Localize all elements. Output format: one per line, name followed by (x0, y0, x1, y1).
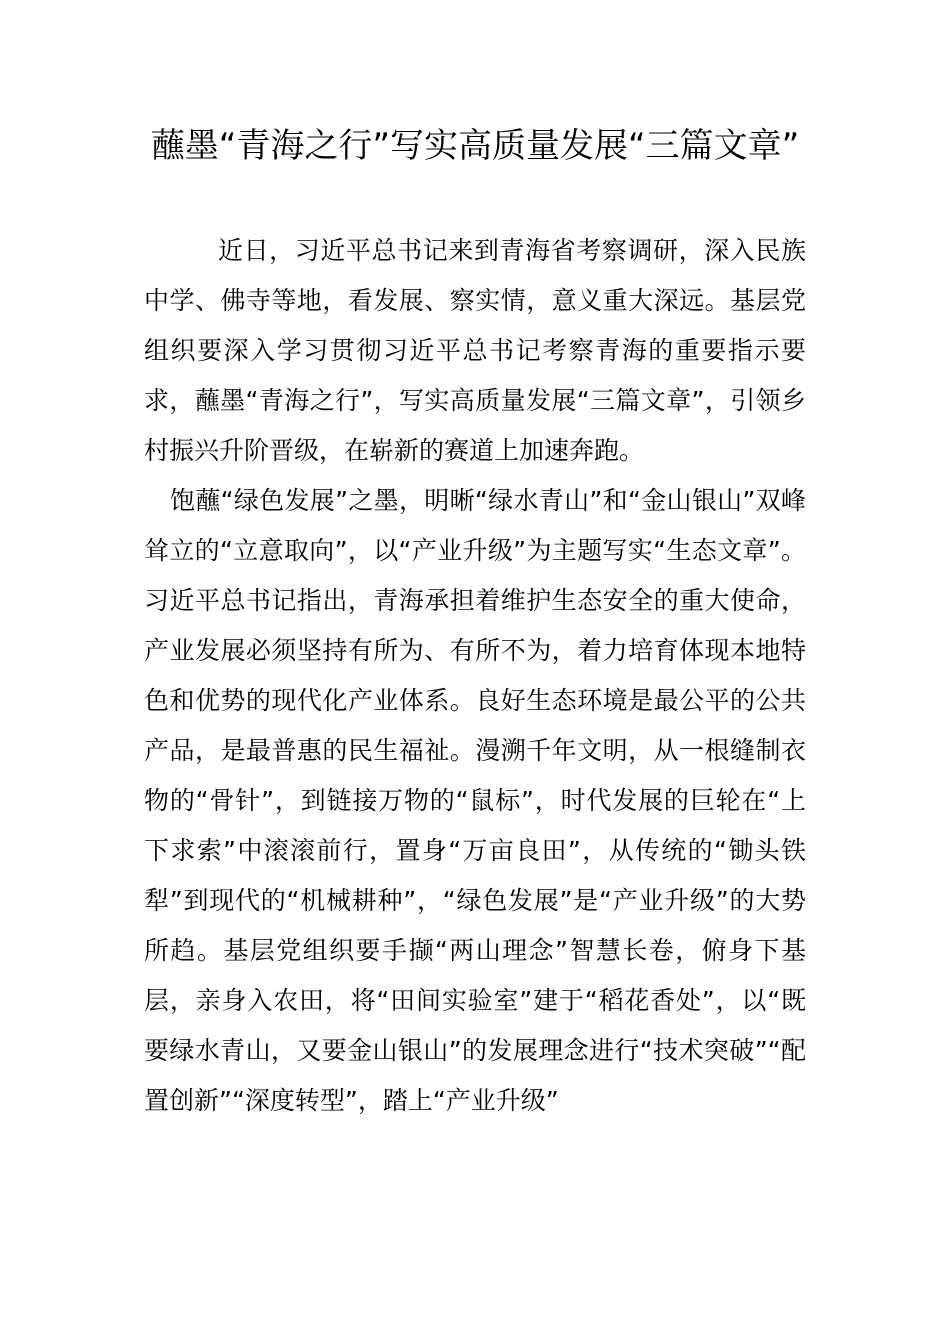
paragraph-intro: 近日，习近平总书记来到青海省考察调研，深入民族中学、佛寺等地，看发展、察实情，意义重大深远。基层党组织要深入学习贯彻习近平总书记考察青海的重要指示要求，蘸墨“青海之行”，写实高质量发展“三篇文章”，引领乡村振兴升阶晋级，在崭新的赛道上加速奔跑。 (144, 236, 806, 465)
paragraph-green-development: 饱蘸“绿色发展”之墨，明晰“绿水青山”和“金山银山”双峰耸立的“立意取向”，以“产业升级”为主题写实“生态文章”。习近平总书记指出，青海承担着维护生态安全的重大使命，产业发展必须坚持有所为、有所不为，着力培育体现本地特色和优势的现代化产业体系。良好生态环境是最公平的公共产品，是最普惠的民生福祉。漫溯千年文明，从一根缝制衣物的“骨针”，到链接万物的“鼠标”，时代发展的巨轮在“上下求索”中滚滚前行，置身“万亩良田”，从传统的“锄头铁犁”到现代的“机械耕种”，“绿色发展”是“产业升级”的大势所趋。基层党组织要手撷“两山理念”智慧长卷，俯身下基层，亲身入农田，将“田间实验室”建于“稻花香处”，以“既要绿水青山，又要金山银山”的发展理念进行“技术突破”“配置创新”“深度转型”，踏上“产业升级” (144, 486, 806, 1115)
document-title: 蘸墨“青海之行”写实高质量发展“三篇文章” (150, 126, 800, 166)
document-body (144, 226, 806, 1126)
